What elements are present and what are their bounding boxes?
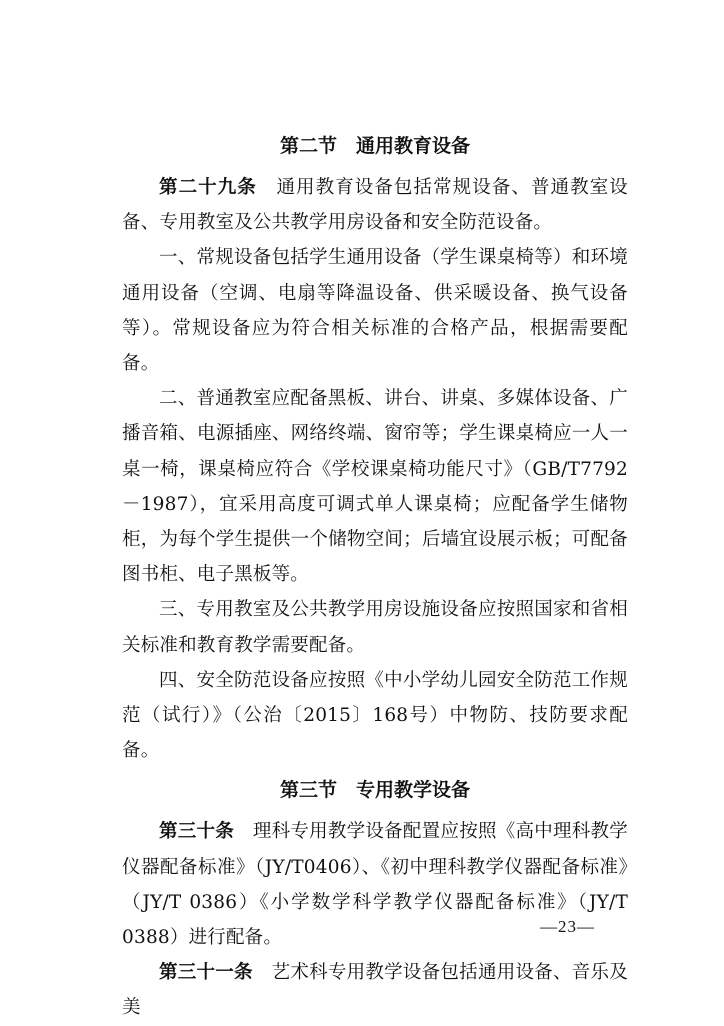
section-3-heading: 第三节 专用教学设备 (279, 779, 470, 802)
item-3-paragraph: 三、专用教室及公共教学用房设施设备应按照国家和省相关标准和教育教学需要配备。 (122, 599, 628, 656)
article-31-lead: 第三十一条 (159, 962, 253, 984)
article-31-text: 艺术科专用教学设备包括通用设备、音乐及美 (122, 962, 628, 1019)
article-29-paragraph (122, 170, 628, 240)
article-29-lead: 第二十九条 (159, 177, 257, 198)
article-31-paragraph (122, 955, 628, 1025)
article-29-text: 通用教育设备包括常规设备、普通教室设备、专用教室及公共教学用房设备和安全防范设备。 (122, 177, 628, 234)
page-number: —23— (540, 917, 595, 936)
item-4-paragraph: 四、安全防范设备应按照《中小学幼儿园安全防范工作规范（试行）》（公治〔2015〕168号）中物防、技防要求配备。 (122, 669, 628, 762)
item-1-paragraph: 一、常规设备包括学生通用设备（学生课桌椅等）和环境通用设备（空调、电扇等降温设备、供采暖设备、换气设备等）。常规设备应为符合相关标准的合格产品，根据需要配备。 (122, 247, 628, 375)
item-2-paragraph: 二、普通教室应配备黑板、讲台、讲桌、多媒体设备、广播音箱、电源插座、网络终端、窗帘等；学生课桌椅应一人一桌一椅，课桌椅应符合《学校课桌椅功能尺寸》（GB/T7792－1987），宜采用高度可调式单人课桌椅；应配备学生储物柜，为每个学生提供一个储物空间；后墙宜设展示板；可配备图书柜、电子黑板等。 (122, 388, 628, 586)
page-content (122, 128, 628, 1026)
article-30-text: 理科专用教学设备配置应按照《高中理科教学仪器配备标准》（JY/T0406）、《初中理科教学仪器配备标准》（JY/T 0386）《小学数学科学教学仪器配备标准》（JY/T 0388）进行配备。 (122, 821, 629, 949)
section-2-heading: 第二节 通用教育设备 (279, 135, 470, 157)
article-30-lead: 第三十条 (159, 821, 235, 843)
